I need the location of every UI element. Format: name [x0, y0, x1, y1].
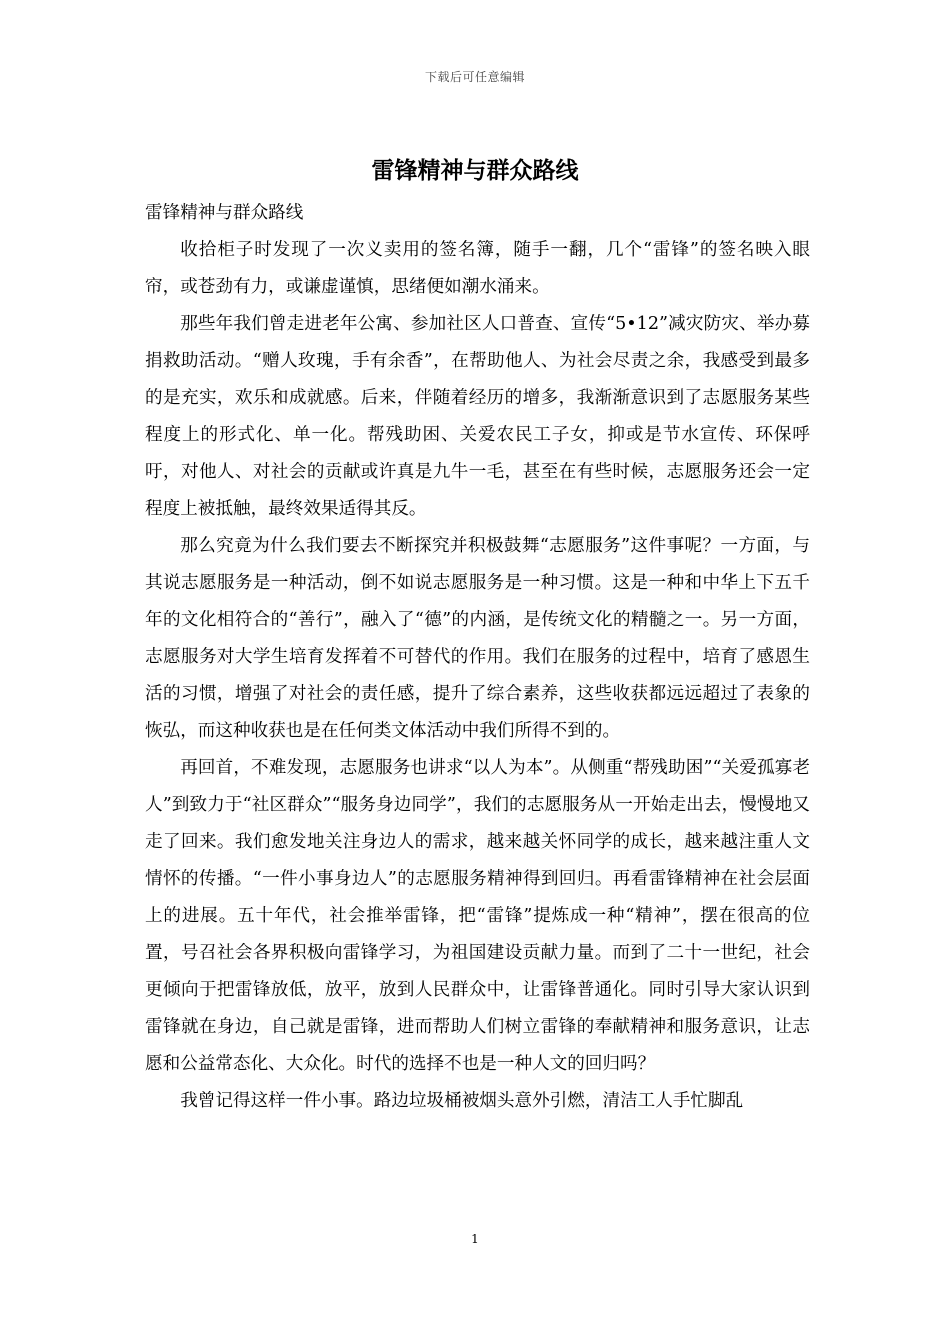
paragraph: 那么究竟为什么我们要去不断探究并积极鼓舞“志愿服务”这件事呢？一方面，与其说志愿服务是一种活动，倒不如说志愿服务是一种习惯。这是一种和中华上下五千年的文化相符合的“善行”，融入了“德”的内涵，是传统文化的精髓之一。另一方面，志愿服务对大学生培育发挥着不可替代的作用。我们在服务的过程中，培育了感恩生活的习惯，增强了对社会的责任感，提升了综合素养，这些收获都远远超过了表象的恢弘，而这种收获也是在任何类文体活动中我们所得不到的。: [145, 536, 810, 741]
paragraph: 收拾柜子时发现了一次义卖用的签名簿，随手一翻，几个“雷锋”的签名映入眼帘，或苍劲有力，或谦虚谨慎，思绪便如潮水涌来。: [145, 240, 810, 297]
paragraph: 我曾记得这样一件小事。路边垃圾桶被烟头意外引燃，清洁工人手忙脚乱: [180, 1091, 744, 1111]
page-header: 下载后可任意编辑: [424, 70, 525, 84]
page-number: 1: [471, 1232, 479, 1246]
document-subtitle: 雷锋精神与群众路线: [145, 203, 304, 223]
paragraph: 再回首，不难发现，志愿服务也讲求“以人为本”。从侧重“帮残助困”“关爱孤寡老人”到致力于“社区群众”“服务身边同学”，我们的志愿服务从一开始走出去，慢慢地又走了回来。我们愈发地关注身边人的需求，越来越关怀同学的成长，越来越注重人文情怀的传播。“一件小事身边人”的志愿服务精神得到回归。再看雷锋精神在社会层面上的进展。五十年代，社会推举雷锋，把“雷锋”提炼成一种“精神”，摆在很高的位置，号召社会各界积极向雷锋学习，为祖国建设贡献力量。而到了二十一世纪，社会更倾向于把雷锋放低，放平，放到人民群众中，让雷锋普通化。同时引导大家认识到雷锋就在身边，自己就是雷锋，进而帮助人们树立雷锋的奉献精神和服务意识，让志愿和公益常态化、大众化。时代的选择不也是一种人文的回归吗？: [145, 758, 810, 1074]
document-title: 雷锋精神与群众路线: [371, 157, 579, 184]
paragraph: 那些年我们曾走进老年公寓、参加社区人口普查、宣传“5•12”减灾防灾、举办募捐救助活动。“赠人玫瑰，手有余香”，在帮助他人、为社会尽责之余，我感受到最多的是充实，欢乐和成就感。后来，伴随着经历的增多，我渐渐意识到了志愿服务某些程度上的形式化、单一化。帮残助困、关爱农民工子女，抑或是节水宣传、环保呼吁，对他人、对社会的贡献或许真是九牛一毛，甚至在有些时候，志愿服务还会一定程度上被抵触，最终效果适得其反。: [145, 314, 810, 519]
document-body: [145, 195, 810, 1120]
